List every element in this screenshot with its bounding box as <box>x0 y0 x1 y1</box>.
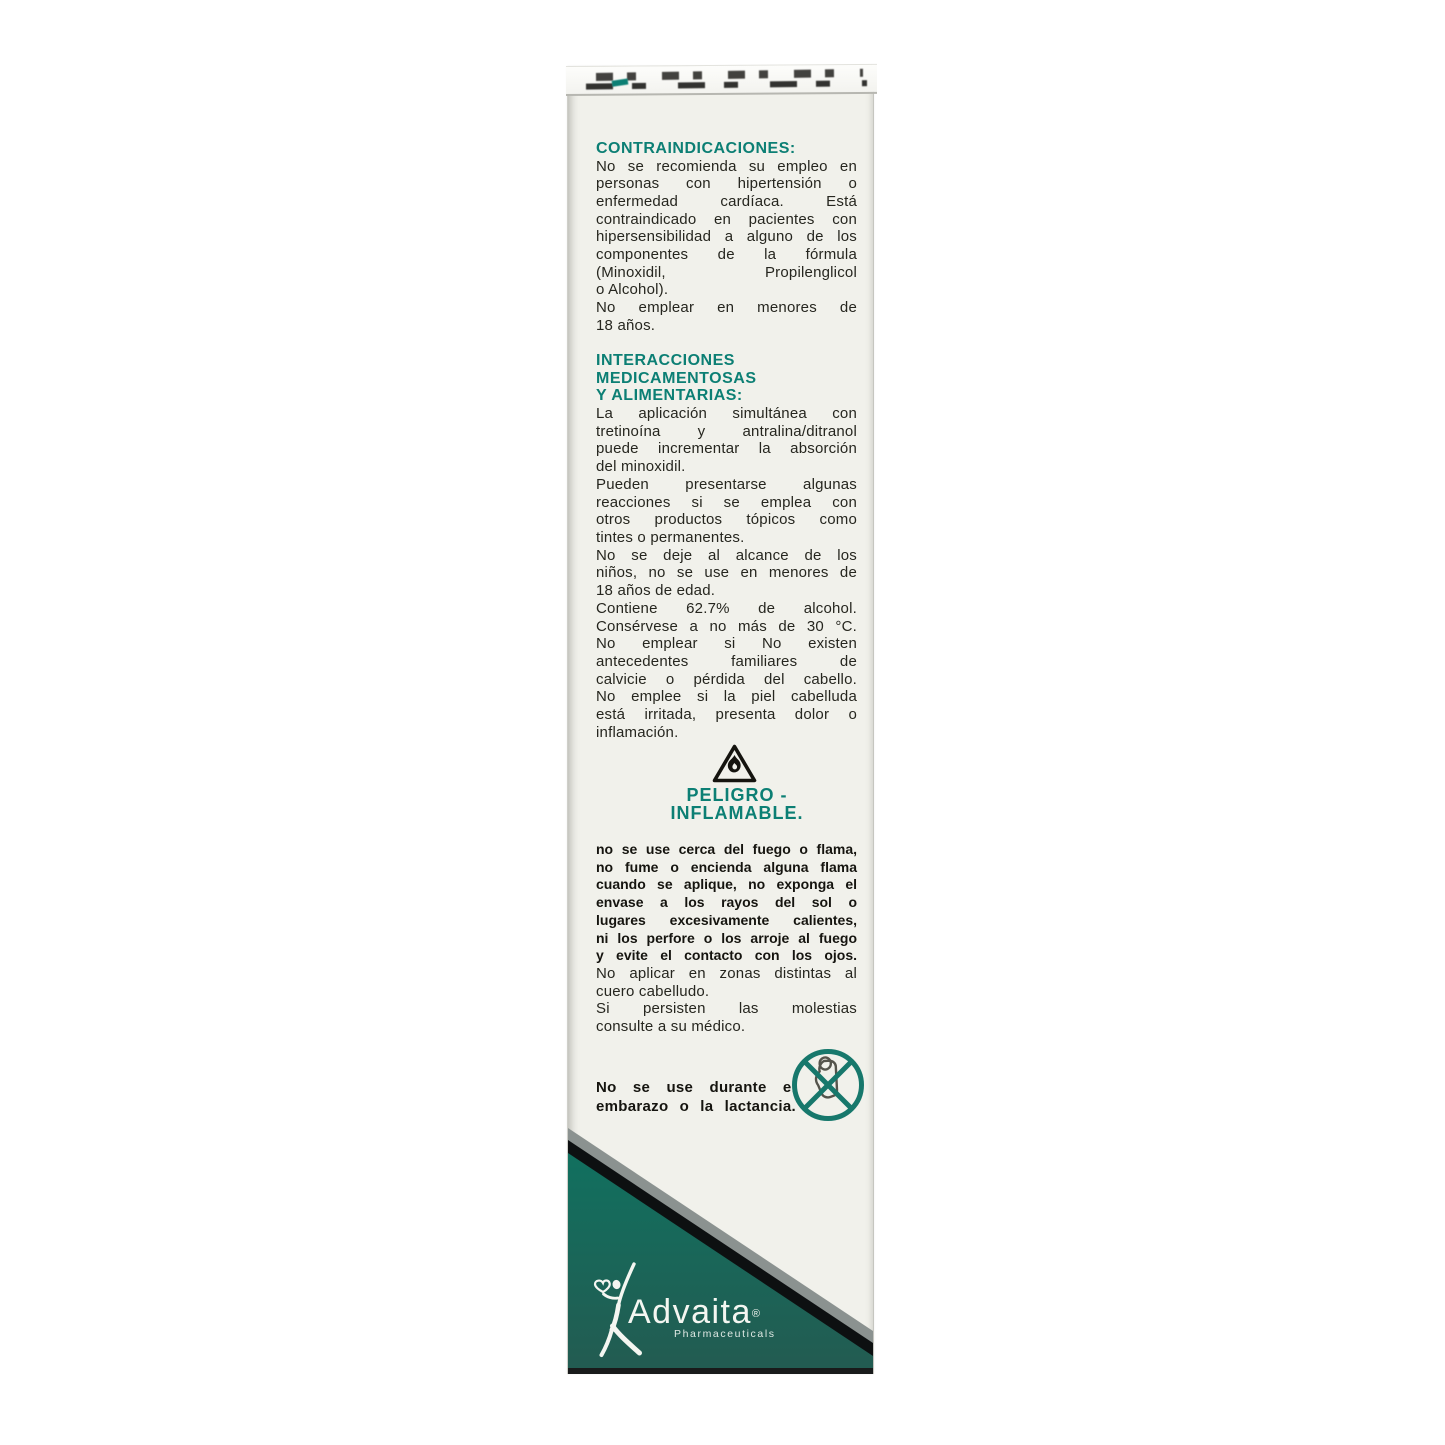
box-bottom-edge <box>568 1368 873 1374</box>
product-box-back-panel <box>567 66 874 1374</box>
text-line: No se recomienda su empleo en <box>596 157 857 175</box>
text-line: INFLAMABLE. <box>670 802 804 823</box>
text-line: No se deje al alcance de los <box>596 546 857 564</box>
text-line: tretinoína y antralina/ditranol <box>596 422 857 440</box>
text-line: No emplee si la piel cabelluda <box>596 688 857 706</box>
text-line: lugares excesivamente calientes, <box>596 911 857 928</box>
text-line: no se use cerca del fuego o flama, <box>596 841 857 857</box>
text-line: 18 años. <box>596 316 656 334</box>
text-line: componentes de la fórmula <box>596 246 857 264</box>
text-line: consulte a su médico. <box>596 1018 746 1036</box>
text-line: MEDICAMENTOSAS <box>596 369 757 387</box>
registered-mark: ® <box>751 1308 761 1320</box>
text-line: Y ALIMENTARIAS: <box>596 387 743 405</box>
text-line: niños, no se use en menores de <box>596 564 857 582</box>
text-line: ni los perfore o los arroje al fuego <box>596 929 857 946</box>
text-line: no fume o encienda alguna flama <box>596 858 857 875</box>
text-line: cuero cabelludo. <box>596 982 710 1000</box>
text-line: envase a los rayos del sol o <box>596 894 857 911</box>
text-line: La aplicación simultánea con <box>596 405 857 423</box>
text-line: tintes o permanentes. <box>596 528 745 546</box>
text-line: y evite el contacto con los ojos. <box>596 947 857 964</box>
text-line: Pueden presentarse algunas <box>596 475 857 493</box>
text-line: del minoxidil. <box>596 458 686 476</box>
text-line: No aplicar en zonas distintas al <box>596 964 857 982</box>
brand-wordmark: Advaita <box>628 1293 752 1331</box>
text-line: enfermedad cardíaca. Está <box>596 192 857 210</box>
text-line: antecedentes familiares de <box>596 652 857 670</box>
text-line: otros productos tópicos como <box>596 511 857 529</box>
text-line: reacciones si se emplea con <box>596 493 857 511</box>
brand-tagline: Pharmaceuticals <box>674 1328 776 1340</box>
text-line: hipersensibilidad a alguno de los <box>596 228 857 246</box>
text-line: No emplear si No existen <box>596 635 857 653</box>
footer-diagonal-band <box>568 66 873 1374</box>
text-line: está irritada, presenta dolor o <box>596 706 857 724</box>
text-line: PELIGRO - <box>686 785 788 805</box>
text-line: Si persisten las molestias <box>596 1000 857 1018</box>
text-line: No emplear en menores de <box>596 299 857 317</box>
text-line: cuando se aplique, no exponga el <box>596 876 857 893</box>
text-line: INTERACCIONES <box>596 352 735 369</box>
text-line: puede incrementar la absorción <box>596 440 857 458</box>
text-line: contraindicado en pacientes con <box>596 210 857 228</box>
text-line: o Alcohol). <box>596 281 669 299</box>
text-line: embarazo o la lactancia. <box>596 1098 796 1115</box>
text-line: (Minoxidil, Propilenglicol <box>596 263 857 281</box>
text-line: Contiene 62.7% de alcohol. <box>596 599 857 617</box>
heart-icon <box>595 1280 610 1292</box>
brand-name <box>628 1293 828 1332</box>
text-line: 18 años de edad. <box>596 582 716 600</box>
text-line: Consérvese a no más de 30 °C. <box>596 617 857 635</box>
text-line: personas con hipertensión o <box>596 175 857 193</box>
text-line: calvicie o pérdida del cabello. <box>596 670 857 688</box>
text-line: inflamación. <box>596 723 679 741</box>
text-line: No se use durante el <box>596 1079 796 1096</box>
section-heading: CONTRAINDICACIONES: <box>596 140 796 157</box>
